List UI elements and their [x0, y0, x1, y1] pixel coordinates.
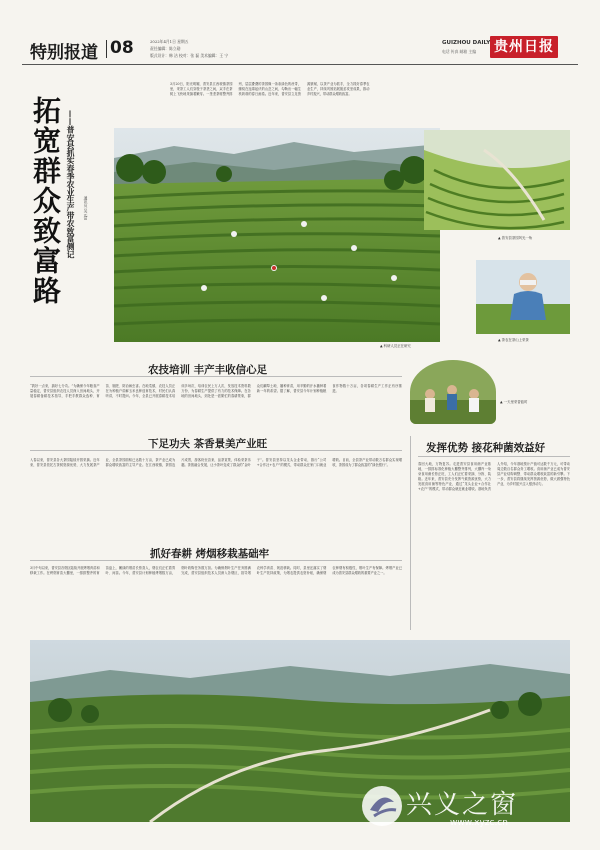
watermark-logo-icon	[362, 786, 402, 826]
section-text-4: 春回大地，万物复苏。走进普安县食用菌产业基地，一排排标准化种植大棚整齐排列，大棚内一朵朵食用菌长势正旺，工人们正忙着采摘、分拣、装箱。近年来，普安县充分发挥气候资源优势，大力发展食用菌等特色产业，通过“龙头企业+合作社+农户”的模式，带动群众就近就业增收。基地负责人介绍，今年基地预计产值可达数千万元，可带动周边数百名群众务工增收。食用菌产业已成为普安县产业结构调整、带动群众增收致富的新引擎。下一步，普安县将继续发挥资源优势，做大做强特色产业，为乡村振兴注入强劲动力。	[418, 462, 570, 491]
section-divider	[106, 40, 107, 58]
field-caption: ▲ 科研人员正在研究	[380, 344, 411, 348]
watermark	[356, 780, 576, 836]
section-rule-4	[418, 456, 570, 457]
masthead-logo	[490, 36, 558, 58]
aerial-caption: ▲ 普安县茶园风光一角	[498, 236, 533, 240]
paper-info: 电话 传真 邮箱 主编	[442, 49, 476, 54]
section-rule-3	[30, 560, 402, 561]
page-number: 08	[110, 38, 134, 58]
section-heading-3: 抓好春耕 烤烟移栽基础牢	[150, 548, 270, 560]
section-rule-1	[30, 376, 402, 377]
section-heading-1: 农技培训 丰产丰收信心足	[148, 364, 268, 376]
byline	[84, 196, 92, 256]
article-title-text: 拓宽群众致富路	[29, 96, 62, 306]
paper-english-name: GUIZHOU DAILY	[442, 40, 491, 46]
aerial-tea-photo	[424, 130, 570, 230]
masthead-text: 贵州日报	[494, 39, 554, 55]
byline-text: 通讯员 吴元富	[84, 196, 89, 221]
column-divider	[410, 436, 411, 630]
header-rule	[22, 64, 578, 65]
watermark-url: www.xyzc.cn	[450, 818, 508, 828]
section-text-2: 入春以来，普安县各大茶园陆续开园采摘。近年来，普安县依托古茶树资源优势，大力发展茶产业，全县茶园面积已达数十万亩，茶产业已成为群众增收致富的主导产业。在江西坡镇，茶园连片成景，游客纷至沓来，品茶赏景，体验采茶乐趣。茶旅融合发展，让小茶叶变成了群众的“金叶子”。普安县坚持以龙头企业带动，推行“公司+合作社+农户”的模式，带动群众在家门口就业增收。目前，全县茶产业带动数万名群众实现增收，茶园成为了群众致富的“绿色银行”。	[30, 458, 402, 467]
worker-photo	[476, 260, 570, 334]
section-heading-4: 发挥优势 接花种菌效益好	[426, 442, 546, 454]
section-rule-2	[30, 450, 402, 451]
lead-paragraph: 3月20日，阳光明媚，普安县江西坡镇茶园里，采茶工人们穿梭于茶垄之间，双手在茶树上飞快地采摘着嫩芽。一垄垄茶树整齐排列，层层叠叠的茶园像一条条绿色的丝带，缠绕在连绵起伏的山峦之间，勾勒出一幅生机勃勃的春日画卷。近年来，普安县立足资源禀赋，以茶产业为抓手，全力抓好春季农业生产，持续巩固拓展脱贫攻坚成果，推动乡村振兴，带动群众增收致富。	[170, 82, 370, 96]
page-header	[22, 36, 578, 64]
article-title	[30, 96, 60, 336]
worker-caption: ▲ 茶农在茶山上采茶	[498, 338, 529, 342]
mushroom-photo	[410, 360, 496, 424]
editor-line: 责任编辑：陈立勋	[150, 46, 181, 51]
section-title: 特别报道	[30, 43, 98, 63]
mushroom-caption: ▲ 一天里采香菇时	[500, 400, 528, 404]
section-heading-2: 下足功夫 茶香景美产业旺	[148, 438, 268, 450]
main-tea-garden-photo	[114, 128, 440, 342]
date-line: 2022年4月1日 星期五	[150, 39, 189, 44]
article-subtitle-text: ——普安县抓实春季农业生产带农致富侧记	[66, 110, 75, 259]
section-text-1: “我好一点来，搞好七分功。”为确保今年粮食产量稳定，普安县组织农技人员深入田间地头，开展春耕备耕技术指导，手把手教群众选种、育苗、施肥、防治病虫害。在地瓜镇，农技人员正在为种植户讲解玉米良种选育技术，村民们认真听讲，不时提问。今年，全县已开展春耕技术培训多场次，培训农民上万人次，发放技术资料数万份，为春耕生产提供了有力的技术保障。在各地的田间地头，到处是一派繁忙的春耕景象，群众们翻犁土地、播种育苗，用辛勤的汗水播种着新一年的希望。据了解，普安县今年计划种植粮食作物数十万亩，各项春耕生产工作正有序推进。	[30, 384, 402, 398]
article-subtitle	[64, 110, 78, 340]
watermark-brand: 兴义之窗	[406, 790, 519, 820]
design-line: 版式设计：韩 洁 校对：张 磊 美术编辑：王 宁	[150, 53, 229, 58]
section-text-3: 3月中旬以来，普安县各烟区陆续开展烤烟育苗和移栽工作。在烤烟育苗大棚里，一排排整齐的育苗盘上，嫩绿的烟苗长势喜人，烟农们正忙着剪叶、间苗。今年，普安县计划种植烤烟数万亩，烟叶收购任务数万担。为确保烟叶生产任务圆满完成，普安县组织技术人员深入各烟区，指导烟农科学育苗、规范移栽。同时，县里还落实了烟叶生产扶持政策，为烟农提供农资补贴，确保烟农种烟有积极性，烟叶生产有保障。烤烟产业已成为普安县群众增收的重要产业之一。	[30, 566, 402, 575]
